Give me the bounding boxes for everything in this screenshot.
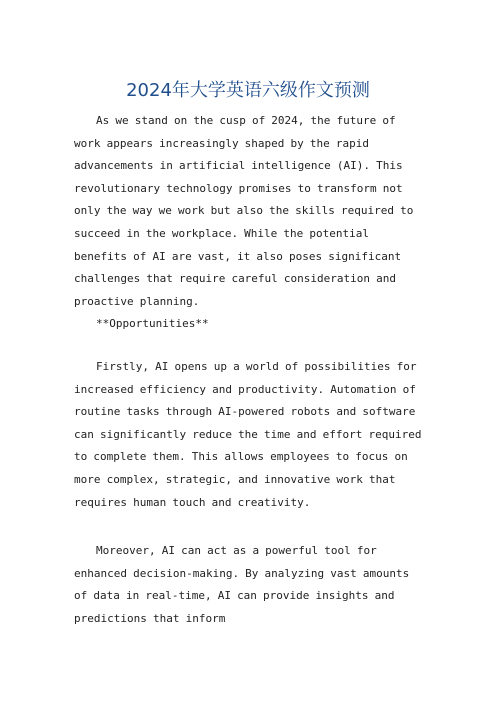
section-heading-opportunities: **Opportunities**	[96, 317, 209, 330]
paragraph-decision-making: Moreover, AI can act as a powerful tool for enhanced decision-making. By analyzing vast amounts of data in real-time, AI can provide insights and predictions that inform	[74, 544, 410, 625]
document-title: 2024年大学英语六级作文预测	[126, 80, 370, 101]
paragraph-intro: As we stand on the cusp of 2024, the future of work appears increasingly shaped by the rapid advancements in artificial intelligence (AI). This revolutionary technology promises to transform not only the way we work but also the skills required to succeed in the workplace. While the potential benefits of AI are vast, it also poses significant challenges that require careful consideration and proactive planning.	[74, 114, 414, 308]
paragraph-efficiency: Firstly, AI opens up a world of possibilities for increased efficiency and productivity. Automation of routine tasks through AI-powered robots and software can significantly reduce the time and effort required to complete them. This allows employees to focus on more complex, strategic, and innovative work that requires human touch and creativity.	[74, 360, 422, 509]
